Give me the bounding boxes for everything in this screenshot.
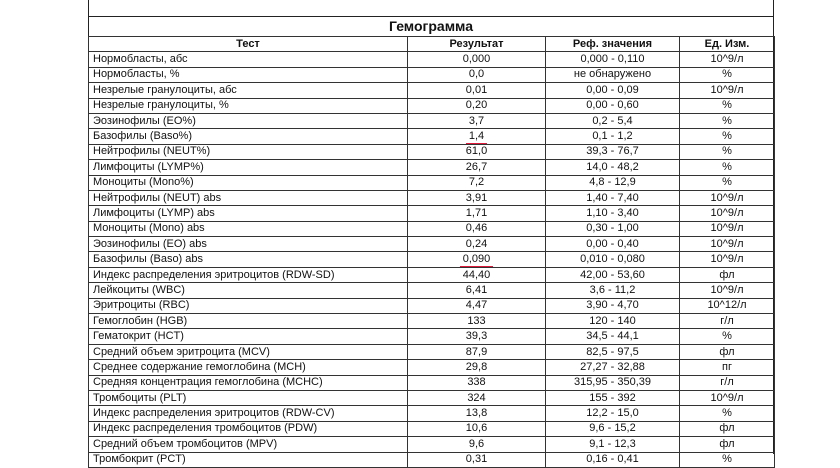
cell-unit: 10^9/л xyxy=(680,283,775,298)
cell-unit: 10^9/л xyxy=(680,190,775,205)
table-row xyxy=(89,221,775,236)
cell-result: 9,6 xyxy=(408,437,546,452)
cell-result: 0,000 xyxy=(408,52,546,67)
cell-ref: 0,00 - 0,40 xyxy=(546,237,680,252)
cell-unit: 10^9/л xyxy=(680,390,775,405)
cell-unit: % xyxy=(680,160,775,175)
cell-result: 0,31 xyxy=(408,452,546,467)
table-row xyxy=(89,52,775,67)
cell-test: Среднее содержание гемоглобина (MCH) xyxy=(89,360,408,375)
table-row xyxy=(89,437,775,452)
cell-unit: % xyxy=(680,144,775,159)
cell-ref: 0,16 - 0,41 xyxy=(546,452,680,467)
table-row xyxy=(89,160,775,175)
cell-test: Незрелые гранулоциты, абс xyxy=(89,83,408,98)
cell-unit: 10^9/л xyxy=(680,83,775,98)
cell-unit: пг xyxy=(680,360,775,375)
cell-result: 39,3 xyxy=(408,329,546,344)
hemogram-table xyxy=(88,36,775,468)
cell-ref: 0,2 - 5,4 xyxy=(546,113,680,128)
cell-result: 0,46 xyxy=(408,221,546,236)
cell-test: Нейтрофилы (NEUT%) xyxy=(89,144,408,159)
cell-result: 87,9 xyxy=(408,344,546,359)
cell-result: 26,7 xyxy=(408,160,546,175)
table-row xyxy=(89,406,775,421)
column-header-test: Тест xyxy=(89,37,408,52)
cell-test: Моноциты (Mono) abs xyxy=(89,221,408,236)
cell-unit: фл xyxy=(680,437,775,452)
table-row xyxy=(89,344,775,359)
cell-unit: фл xyxy=(680,267,775,282)
table-row xyxy=(89,144,775,159)
cell-result: 61,0 xyxy=(408,144,546,159)
cell-result: 3,7 xyxy=(408,113,546,128)
cell-ref: 1,40 - 7,40 xyxy=(546,190,680,205)
cell-ref: 155 - 392 xyxy=(546,390,680,405)
cell-ref: 0,1 - 1,2 xyxy=(546,129,680,144)
cell-ref: 120 - 140 xyxy=(546,314,680,329)
cell-unit: % xyxy=(680,406,775,421)
cell-test: Индекс распределения тромбоцитов (PDW) xyxy=(89,421,408,436)
cell-ref: 3,90 - 4,70 xyxy=(546,298,680,313)
cell-result xyxy=(408,129,546,144)
table-header-row xyxy=(89,37,775,52)
table-row xyxy=(89,237,775,252)
cell-test: Гематокрит (HCT) xyxy=(89,329,408,344)
cell-test: Базофилы (Baso) abs xyxy=(89,252,408,267)
column-header-unit: Ед. Изм. xyxy=(680,37,775,52)
cell-result: 1,71 xyxy=(408,206,546,221)
cell-test: Нейтрофилы (NEUT) abs xyxy=(89,190,408,205)
cell-test: Лейкоциты (WBC) xyxy=(89,283,408,298)
cell-ref: 0,30 - 1,00 xyxy=(546,221,680,236)
cell-unit: % xyxy=(680,175,775,190)
cell-result: 3,91 xyxy=(408,190,546,205)
cell-result: 338 xyxy=(408,375,546,390)
table-row xyxy=(89,375,775,390)
cell-result: 0,0 xyxy=(408,67,546,82)
column-header-ref: Реф. значения xyxy=(546,37,680,52)
cell-unit: % xyxy=(680,129,775,144)
cell-ref: 0,00 - 0,09 xyxy=(546,83,680,98)
page-title: Гемограмма xyxy=(88,16,774,36)
cell-test: Эозинофилы (ЕО%) xyxy=(89,113,408,128)
table-row xyxy=(89,452,775,467)
cell-unit: фл xyxy=(680,421,775,436)
cell-ref: 9,6 - 15,2 xyxy=(546,421,680,436)
cell-result: 13,8 xyxy=(408,406,546,421)
cell-unit: 10^9/л xyxy=(680,237,775,252)
table-row xyxy=(89,421,775,436)
cell-test: Тромбокрит (PCT) xyxy=(89,452,408,467)
cell-ref: 0,010 - 0,080 xyxy=(546,252,680,267)
cell-ref: 14,0 - 48,2 xyxy=(546,160,680,175)
cell-result: 0,24 xyxy=(408,237,546,252)
table-row xyxy=(89,360,775,375)
cell-ref: 315,95 - 350,39 xyxy=(546,375,680,390)
cell-test: Эозинофилы (ЕО) abs xyxy=(89,237,408,252)
cell-test: Нормобласты, абс xyxy=(89,52,408,67)
cell-test: Индекс распределения эритроцитов (RDW-SD) xyxy=(89,267,408,282)
cell-result: 4,47 xyxy=(408,298,546,313)
cell-result: 7,2 xyxy=(408,175,546,190)
table-row xyxy=(89,83,775,98)
cell-test: Моноциты (Mono%) xyxy=(89,175,408,190)
cell-unit: г/л xyxy=(680,375,775,390)
cell-ref: 3,6 - 11,2 xyxy=(546,283,680,298)
cell-test: Эритроциты (RBC) xyxy=(89,298,408,313)
cell-test: Базофилы (Baso%) xyxy=(89,129,408,144)
cell-unit: % xyxy=(680,98,775,113)
table-row xyxy=(89,267,775,282)
table-body xyxy=(89,52,775,468)
table-row xyxy=(89,98,775,113)
cell-test: Средняя концентрация гемоглобина (MCHC) xyxy=(89,375,408,390)
cell-unit: % xyxy=(680,113,775,128)
cell-ref: не обнаружено xyxy=(546,67,680,82)
column-header-result: Результат xyxy=(408,37,546,52)
cell-result: 133 xyxy=(408,314,546,329)
cell-result: 44,40 xyxy=(408,267,546,282)
table-row xyxy=(89,252,775,267)
cell-test: Индекс распределения эритроцитов (RDW-CV) xyxy=(89,406,408,421)
cell-unit: % xyxy=(680,452,775,467)
table-row xyxy=(89,113,775,128)
cell-ref: 12,2 - 15,0 xyxy=(546,406,680,421)
table-row xyxy=(89,298,775,313)
cell-unit: 10^9/л xyxy=(680,252,775,267)
table-row xyxy=(89,283,775,298)
cell-test: Гемоглобин (HGB) xyxy=(89,314,408,329)
table-row xyxy=(89,206,775,221)
cell-unit: фл xyxy=(680,344,775,359)
cell-ref: 1,10 - 3,40 xyxy=(546,206,680,221)
cell-unit: 10^12/л xyxy=(680,298,775,313)
cell-ref: 9,1 - 12,3 xyxy=(546,437,680,452)
cell-test: Лимфоциты (LYMP%) xyxy=(89,160,408,175)
cell-test: Нормобласты, % xyxy=(89,67,408,82)
table-row xyxy=(89,329,775,344)
cell-test: Тромбоциты (PLT) xyxy=(89,390,408,405)
cell-test: Средний объем тромбоцитов (MPV) xyxy=(89,437,408,452)
highlighted-result: 1,4 xyxy=(468,130,485,143)
highlighted-result: 0,090 xyxy=(462,253,491,266)
cell-unit: % xyxy=(680,329,775,344)
table-row xyxy=(89,390,775,405)
table-row xyxy=(89,129,775,144)
cell-result: 29,8 xyxy=(408,360,546,375)
cell-result: 324 xyxy=(408,390,546,405)
cell-test: Лимфоциты (LYMP) abs xyxy=(89,206,408,221)
cell-result: 10,6 xyxy=(408,421,546,436)
cell-ref: 4,8 - 12,9 xyxy=(546,175,680,190)
cell-ref: 0,00 - 0,60 xyxy=(546,98,680,113)
cell-result: 0,20 xyxy=(408,98,546,113)
cell-ref: 27,27 - 32,88 xyxy=(546,360,680,375)
cell-ref: 42,00 - 53,60 xyxy=(546,267,680,282)
table-row xyxy=(89,190,775,205)
cell-result xyxy=(408,252,546,267)
cell-test: Незрелые гранулоциты, % xyxy=(89,98,408,113)
table-row xyxy=(89,67,775,82)
cell-ref: 34,5 - 44,1 xyxy=(546,329,680,344)
cell-result: 0,01 xyxy=(408,83,546,98)
cell-ref: 39,3 - 76,7 xyxy=(546,144,680,159)
cell-unit: 10^9/л xyxy=(680,52,775,67)
cell-unit: 10^9/л xyxy=(680,221,775,236)
cell-ref: 0,000 - 0,110 xyxy=(546,52,680,67)
cell-unit: % xyxy=(680,67,775,82)
table-row xyxy=(89,314,775,329)
table-row xyxy=(89,175,775,190)
cell-unit: 10^9/л xyxy=(680,206,775,221)
cell-ref: 82,5 - 97,5 xyxy=(546,344,680,359)
cell-unit: г/л xyxy=(680,314,775,329)
cell-test: Средний объем эритроцита (MCV) xyxy=(89,344,408,359)
cell-result: 6,41 xyxy=(408,283,546,298)
